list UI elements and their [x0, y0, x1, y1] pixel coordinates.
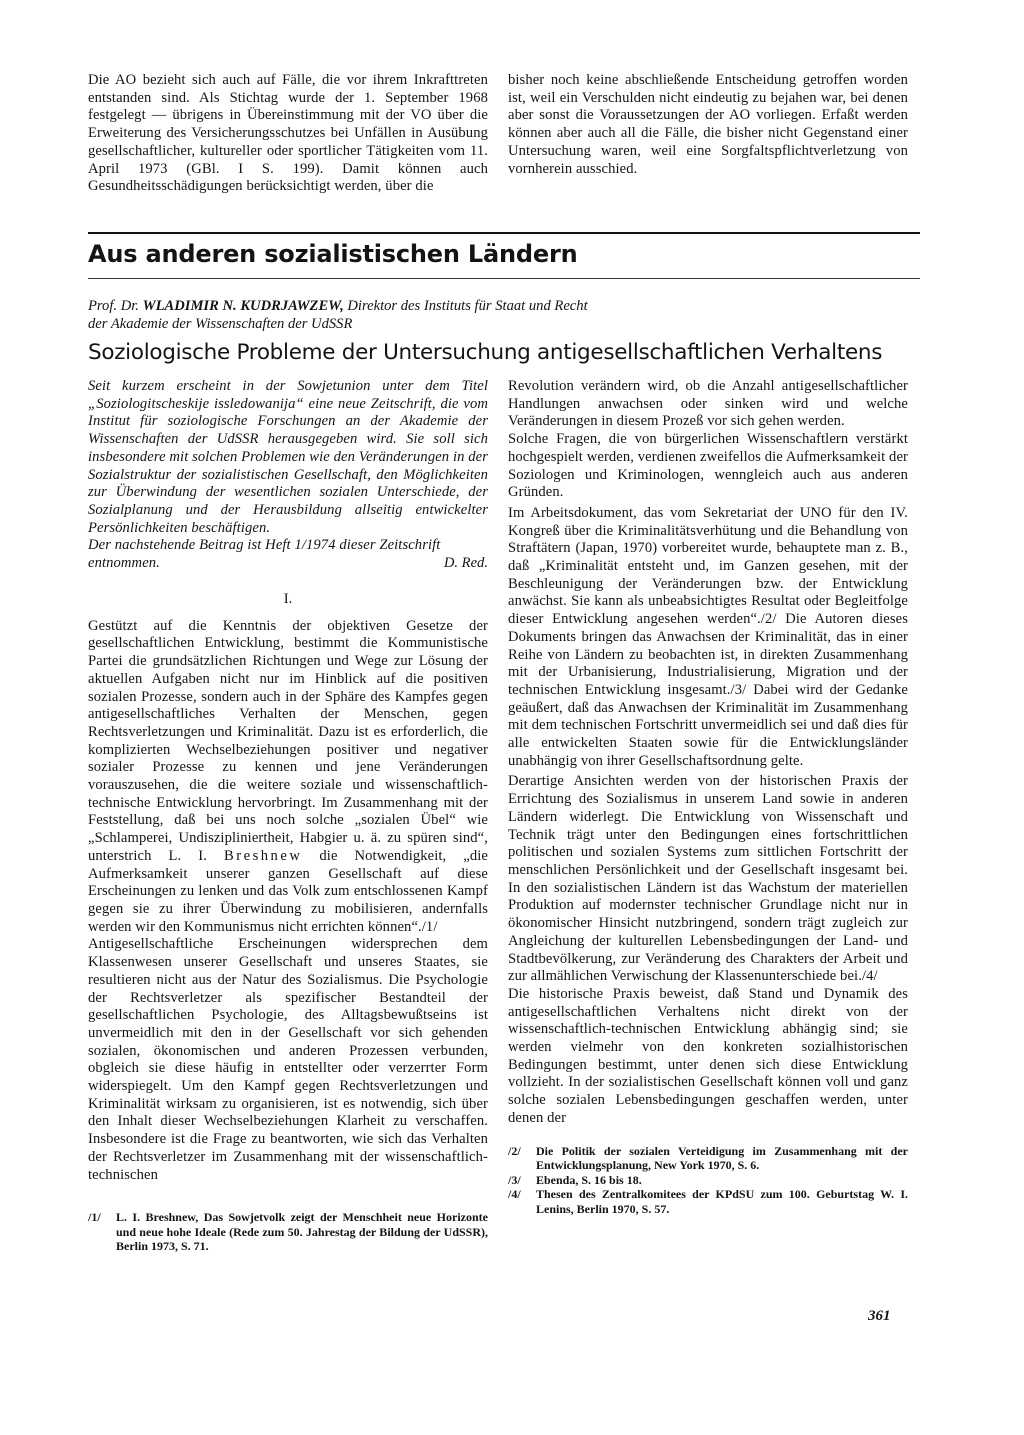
spacer	[508, 1128, 908, 1144]
footnote-1	[88, 1210, 488, 1254]
body-paragraph-1-a: Gestützt auf die Kenntnis der objektiven Gesetze der gesellschaftlichen Entwicklung, bestimmt die Kommunistische Partei die grundsätzlichen Richtungen und Wege zur Lösung der aktuellen Aufgaben nicht nur im Hinblick auf die positiven sozialen Prozesse, sondern auch in der Sphäre des Kampfes gegen antigesellschaftliches Verhalten der Menschen, gegen Rechtsverletzungen und Kriminalität. Dazu ist es erforderlich, die komplizierten Wechselbeziehungen positiver und negativer sozialer Prozesse zu kennen und jene Veränderungen vorauszusehen, die die weitere soziale und wissenschaftlich-technische Entwicklung hervorbringt. Im Zusammenhang mit der Feststellung, daß bei uns noch solche „sozialen Übel“ wie „Schlamperei, Undiszipliniertheit, Habgier u. ä. zu spüren sind“, unterstrich L. I.	[88, 617, 488, 864]
author-affiliation: Direktor des Instituts für Staat und Recht	[347, 298, 588, 314]
body-left-column	[88, 378, 488, 1254]
footnote-1-text: L. I. Breshnew, Das Sowjetvolk zeigt der Menschheit neue Horizonte und neue hohe Ideale (Rede zum 50. Jahrestag der Bildung der UdSSR), Berlin 1973, S. 71.	[116, 1210, 488, 1254]
body-paragraph-6: Derartige Ansichten werden von der historischen Praxis der Errichtung des Sozialismus in unserem Land sowie in anderen Ländern widerlegt. Die Entwicklung von Wissenschaft und Technik trägt unter den Bedingungen eines fortschrittlichen politischen und sozialen Systems zum sittlichen Fortschritt der menschlichen Persönlichkeit und der Gesellschaft insgesamt bei. In den sozialistischen Ländern ist das Wachstum der materiellen Produktion auf modernster technischer Grundlage nicht nur in ökonomischer Hinsicht nutzbringend, sondern trägt zugleich zur Angleichung der kulturellen Lebensbedingungen der Land- und Stadtbevölkerung, zur Veränderung des Charakters der Arbeit und zur allmählichen Verwischung der Klassenunterschiede bei./4/	[508, 773, 908, 985]
article-author	[88, 297, 920, 333]
body-paragraph-2: Antigesellschaftliche Erscheinungen widersprechen dem Klassenwesen unserer Gesellschaft und unseres Staates, sie resultieren nicht aus der Natur des Sozialismus. Die Psychologie der Rechtsverletzer als spezifischer Bestandteil der gesellschaftlichen Psychologie, des Alltagsbewußtseins ist unvermeidlich mit den in der Gesellschaft vor sich gehenden sozialen, ökonomischen und anderen Prozessen verbunden, obgleich sie diese häufig in entstellter oder verzerrter Form widerspiegelt. Um den Kampf gegen Rechtsverletzungen und Kriminalität wirksam zu organisieren, ist es notwendig, sich über den Inhalt dieser Wechselbeziehungen Klarheit zu verschaffen. Insbesondere ist die Frage zu beantworten, wie sich das Verhalten der Rechtsverletzer im Zusammenhang mit der wissenschaftlich-technischen	[88, 936, 488, 1183]
footnote-2-text: Die Politik der sozialen Verteidigung im Zusammenhang mit der Entwicklungsplanung, New York 1970, S. 6.	[536, 1143, 908, 1173]
footnote-3-number: /3/	[508, 1172, 521, 1187]
top-right-column	[508, 72, 908, 178]
section-numeral: I.	[283, 590, 293, 607]
editorial-lead	[88, 378, 488, 573]
body-paragraph-3: Revolution verändern wird, ob die Anzahl antigesellschaftlicher Handlungen anwachsen oder sinken wird und welche Veränderungen in diesem Prozeß vor sich gehen werden.	[508, 378, 908, 430]
author-line-1	[88, 297, 920, 315]
author-line-2: der Akademie der Wissenschaften der UdSSR	[88, 316, 353, 332]
section-top-rule	[88, 232, 920, 234]
name-breshnew: Breshnew	[224, 847, 303, 864]
body-right-column	[508, 378, 908, 1216]
body-paragraph-1-b: die Notwendigkeit, „die Aufmerksamkeit unserer ganzen Gesellschaft auf diese Erscheinungen zu lenken und das Volk zum entschlossenen Kampf gegen sie zu ihrer Überwindung zu mobilisieren, andernfalls werden wir den Kommunismus nicht errichten können“./1/	[88, 847, 489, 935]
top-left-paragraph: Die AO bezieht sich auch auf Fälle, die vor ihrem Inkrafttreten entstanden sind. Als Stichtag wurde der 1. September 1968 festgelegt — übrigens in Übereinstimmung mit der VO über die Erweiterung des Versicherungsschutzes bei Unfällen in Ausübung gesellschaftlicher, kultureller oder sportlicher Tätigkeiten vom 11. April 1973 (GBl. I S. 199). Damit können auch Gesundheitsschädigungen berücksichtigt werden, über die	[88, 72, 488, 195]
author-name: WLADIMIR N. KUDRJAWZEW,	[142, 298, 344, 314]
spacer	[88, 1184, 488, 1210]
footnote-4-number: /4/	[508, 1187, 521, 1202]
top-left-column	[88, 72, 488, 196]
author-prefix: Prof. Dr.	[88, 298, 139, 314]
lead-paragraph: Seit kurzem erscheint in der Sowjetunion unter dem Titel „Soziologitscheskije issledowanija“ eine neue Zeitschrift, die vom Institut für soziologische Forschungen an der Akademie der Wissenschaften der UdSSR herausgegeben wird. Sie soll sich insbesondere mit solchen Problemen wie den Veränderungen in der Sozialstruktur der sozialistischen Gesellschaft, den Möglichkeiten zur Überwindung der wesentlichen sozialen Unterschiede, der Sozialplanung und der Herausbildung allseitig entwickelter Persönlichkeiten beschäftigen.	[88, 378, 488, 536]
article-title: Soziologische Probleme der Untersuchung antigesellschaftlichen Verhaltens	[88, 340, 883, 365]
body-paragraph-7: Die historische Praxis beweist, daß Stand und Dynamik des antigesellschaftlichen Verhaltens nicht direkt von der wissenschaftlich-technischen Entwicklung abhängig sind; sie werden vielmehr von den konkreten sozialhistorischen Bedingungen bestimmt, unter denen sich diese Entwicklung vollzieht. In der sozialistischen Gesellschaft können voll und ganz solche sozialen Lebensbedingungen geschaffen werden, unter denen der	[508, 985, 908, 1126]
body-paragraph-4: Solche Fragen, die von bürgerlichen Wissenschaftlern verstärkt hochgespielt werden, verdienen zweifellos die Aufmerksamkeit der Soziologen und Kriminologen, wenngleich auch aus anderen Gründen.	[508, 431, 908, 501]
top-right-paragraph: bisher noch keine abschließende Entscheidung getroffen worden ist, weil ein Verschulden nicht eindeutig zu bejahen war, bei denen aber sonst die Voraussetzungen der AO vorliegen. Erfaßt werden können aber auch all die Fälle, die bisher nicht Gegenstand einer Untersuchung waren, weil eine Sorgfaltspflichtverletzung von vornherein ausschied.	[508, 72, 908, 177]
page-number: 361	[868, 1308, 891, 1324]
section-title: Aus anderen sozialistischen Ländern	[88, 240, 578, 268]
footnote-2-number: /2/	[508, 1143, 521, 1158]
footnote-4	[508, 1187, 908, 1216]
editor-signature: D. Red.	[443, 555, 488, 572]
footnote-3	[508, 1173, 908, 1188]
footnote-3-text: Ebenda, S. 16 bis 18.	[536, 1172, 642, 1187]
body-paragraph-5: Im Arbeitsdokument, das vom Sekretariat der UNO für den IV. Kongreß über die Kriminalitätsverhütung und die Behandlung von Straftätern (Japan, 1970) vorbereitet wurde, behauptete man z. B., daß „Kriminalität entsteht und, im Ganzen gesehen, mit der Beschleunigung der Veränderungen bzw. der Entwicklung anwächst. Sie kann als unbeabsichtigtes Resultat oder Begleitfolge dieser Entwicklung angesehen werden“./2/ Die Autoren dieses Dokuments bringen das Anwachsen der Kriminalität, das in einer Reihe von Ländern zu beobachten ist, in direkten Zusammenhang mit der Urbanisierung, Industrialisierung, Migration und der technischen Entwicklung insgesamt./3/ Dabei wird der Gedanke geäußert, daß das Anwachsen der Kriminalität im Zusammenhang mit dem technischen Fortschritt unvermeidlich sei und daß dies für alle entwickelten Staaten sowie für die Entwicklungsländer unabhängig von ihrer Gesellschaftsordnung gelte.	[508, 504, 908, 769]
footnote-1-number: /1/	[88, 1210, 101, 1225]
footnote-4-text: Thesen des Zentralkomitees der KPdSU zum 100. Geburtstag W. I. Lenins, Berlin 1970, S. 57.	[536, 1187, 908, 1216]
footnote-2	[508, 1144, 908, 1173]
body-paragraph-1	[88, 618, 488, 937]
lead-source: Der nachstehende Beitrag ist Heft 1/1974 dieser Zeitschrift entnommen.	[88, 537, 441, 572]
section-bottom-rule	[88, 278, 920, 279]
